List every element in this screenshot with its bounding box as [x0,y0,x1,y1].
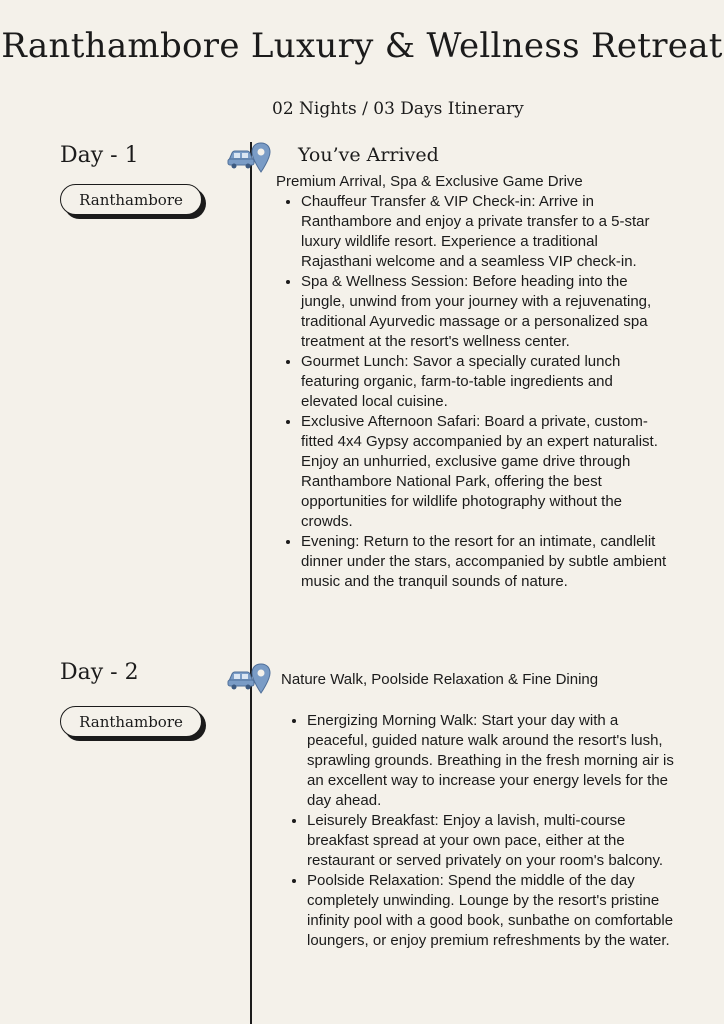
list-item: • Chauffeur Transfer & VIP Check-in: Arrive in Ranthambore and enjoy a private transfer to a 5-star luxury wildlife resort. Experience a traditional Rajasthani welcome and a seamless VIP check-in. [301,192,671,272]
day-2-subheading: Nature Walk, Poolside Relaxation & Fine Dining [281,671,599,688]
timeline-line [250,142,252,1024]
page-subtitle: 02 Nights / 03 Days Itinerary [272,99,524,119]
list-item: • Poolside Relaxation: Spend the middle of the day completely unwinding. Lounge by the resort's pristine infinity pool with a good book, sunbathe on comfortable loungers, or enjoy premium refreshments by the water. [307,871,677,951]
day-2-activity-list [287,711,677,951]
day-1-label: Day - 1 [60,143,139,168]
map-pin-icon [252,664,270,693]
day-2-label: Day - 2 [60,660,139,685]
day-1-activity-list [281,192,671,592]
list-item: • Energizing Morning Walk: Start your day with a peaceful, guided nature walk around the resort's lush, sprawling grounds. Breathing in the fresh morning air is an excellent way to increase your energy levels for the day ahead. [307,711,677,811]
list-item: • Evening: Return to the resort for an intimate, candlelit dinner under the stars, accompanied by subtle ambient music and the tranquil sounds of nature. [301,532,671,592]
list-item: • Leisurely Breakfast: Enjoy a lavish, multi-course breakfast spread at your own pace, either at the restaurant or served privately on your room's balcony. [307,811,677,871]
list-item: • Gourmet Lunch: Savor a specially curated lunch featuring organic, farm-to-table ingredients and elevated local cuisine. [301,352,671,412]
day-1-location-badge: Ranthambore [60,184,202,215]
car-icon [228,151,254,169]
day-1-subheading: Premium Arrival, Spa & Exclusive Game Drive [276,173,583,190]
car-icon [228,672,254,690]
day-2-location-badge: Ranthambore [60,706,202,737]
day-1-marker [226,140,274,174]
page-title: Ranthambore Luxury & Wellness Retreat [1,26,723,66]
day-2-marker [226,661,274,695]
list-item: • Spa & Wellness Session: Before heading into the jungle, unwind from your journey with a rejuvenating, traditional Ayurvedic massage or a personalized spa treatment at the resort's wellness center. [301,272,671,352]
day-1-heading: You’ve Arrived [298,144,439,166]
map-pin-icon [252,143,270,172]
list-item: • Exclusive Afternoon Safari: Board a private, custom-fitted 4x4 Gypsy accompanied by an expert naturalist. Enjoy an unhurried, exclusive game drive through Ranthambore National Park, offering the best opportunities for wildlife photography without the crowds. [301,412,671,532]
